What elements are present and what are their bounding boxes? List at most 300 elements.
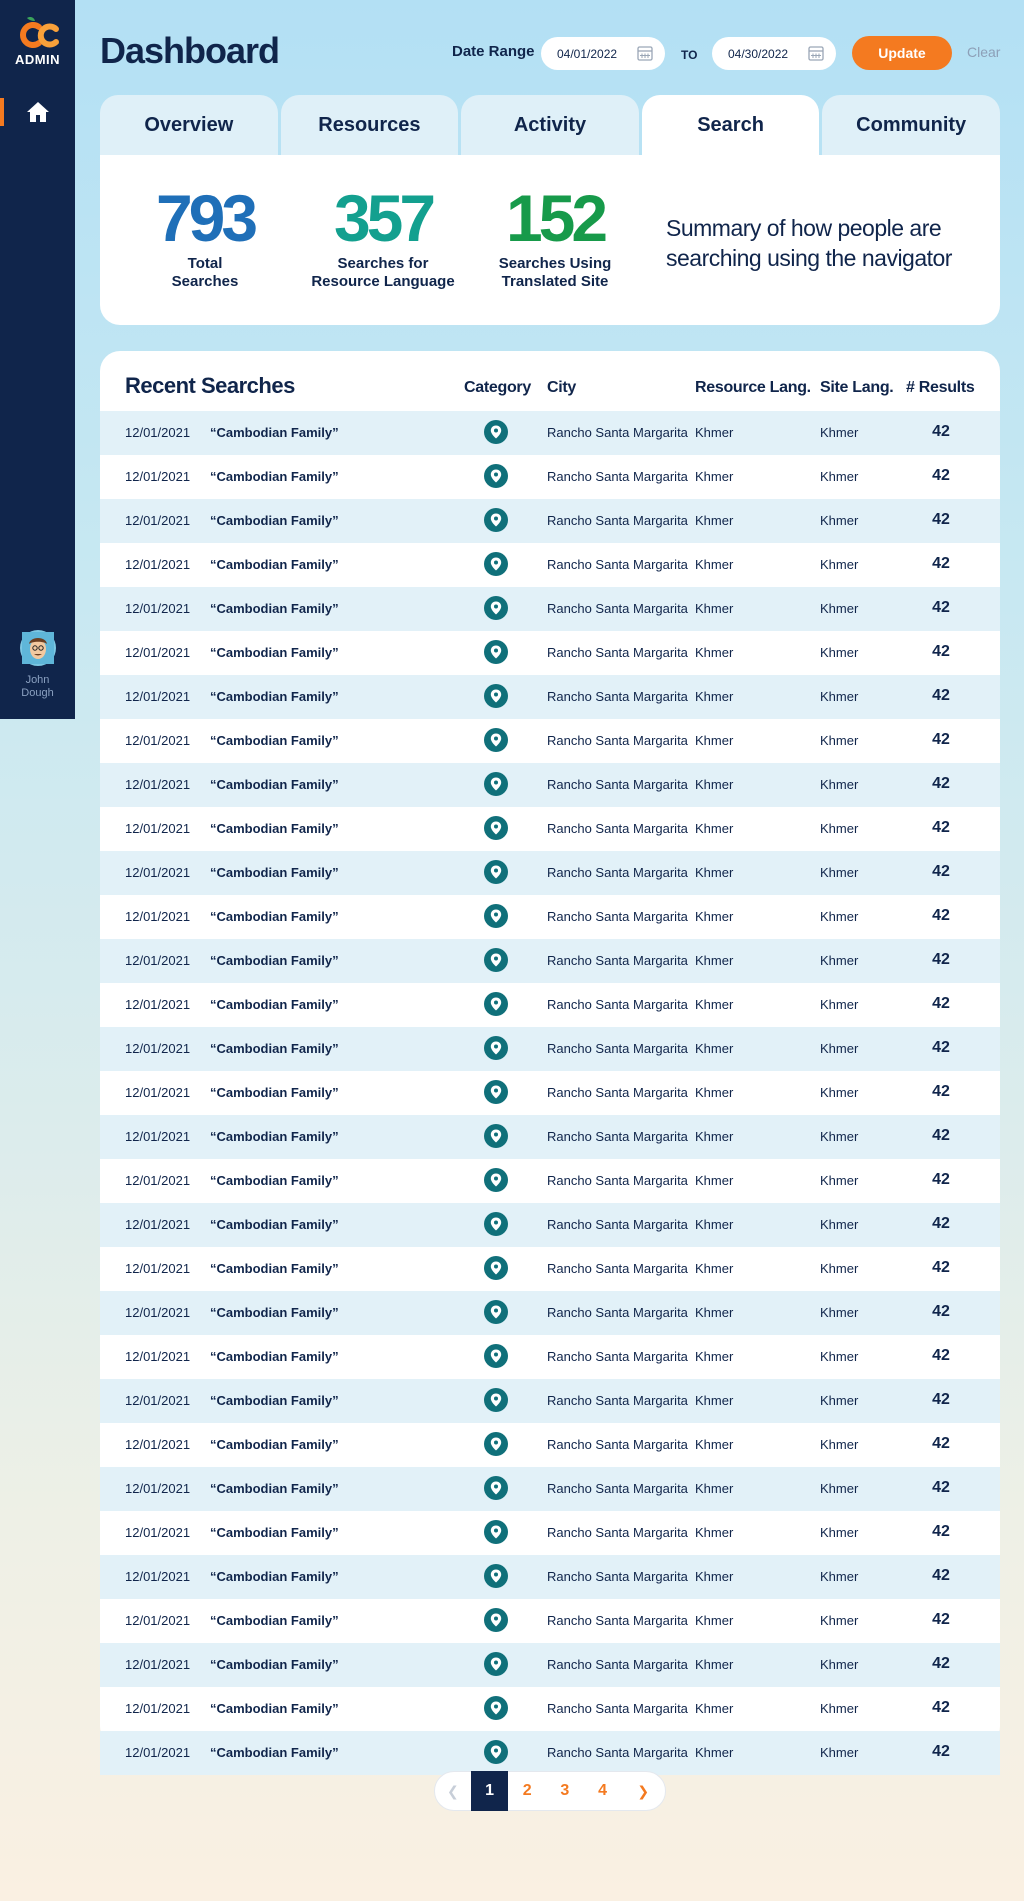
column-header-resource-lang[interactable]: Resource Lang. — [695, 379, 811, 396]
table-row[interactable] — [100, 851, 1000, 895]
row-date: 12/01/2021 — [125, 953, 191, 968]
row-search-term: “Cambodian Family” — [210, 1525, 339, 1540]
location-pin-icon — [490, 1657, 502, 1671]
table-row[interactable] — [100, 1731, 1000, 1775]
pagination — [434, 1771, 666, 1811]
row-resource-lang: Khmer — [695, 469, 734, 484]
row-results-count: 42 — [932, 511, 950, 528]
category-badge — [484, 1608, 508, 1632]
location-pin-icon — [490, 1745, 502, 1759]
row-resource-lang: Khmer — [695, 1657, 734, 1672]
stat-translated-site — [495, 181, 615, 291]
category-badge — [484, 728, 508, 752]
row-resource-lang: Khmer — [695, 1305, 734, 1320]
row-resource-lang: Khmer — [695, 1745, 734, 1760]
column-header-category[interactable]: Category — [464, 379, 531, 396]
row-resource-lang: Khmer — [695, 1437, 734, 1452]
row-city: Rancho Santa Margarita — [547, 1305, 688, 1320]
row-site-lang: Khmer — [820, 1217, 859, 1232]
table-row[interactable] — [100, 1599, 1000, 1643]
summary-card — [100, 155, 1000, 325]
location-pin-icon — [490, 1525, 502, 1539]
location-pin-icon — [490, 909, 502, 923]
row-city: Rancho Santa Margarita — [547, 1745, 688, 1760]
row-results-count: 42 — [932, 819, 950, 836]
table-row[interactable] — [100, 1687, 1000, 1731]
row-resource-lang: Khmer — [695, 1261, 734, 1276]
location-pin-icon — [490, 425, 502, 439]
category-badge — [484, 420, 508, 444]
table-title: Recent Searches — [125, 373, 295, 398]
location-pin-icon — [490, 1173, 502, 1187]
row-resource-lang: Khmer — [695, 1569, 734, 1584]
row-site-lang: Khmer — [820, 1349, 859, 1364]
row-city: Rancho Santa Margarita — [547, 733, 688, 748]
location-pin-icon — [490, 1481, 502, 1495]
calendar-icon[interactable] — [637, 45, 653, 61]
row-site-lang: Khmer — [820, 1437, 859, 1452]
row-results-count: 42 — [932, 1699, 950, 1716]
table-row[interactable] — [100, 587, 1000, 631]
row-date: 12/01/2021 — [125, 1173, 191, 1188]
category-badge — [484, 904, 508, 928]
row-search-term: “Cambodian Family” — [210, 1349, 339, 1364]
user-profile[interactable] — [0, 630, 75, 700]
column-header-site-lang[interactable]: Site Lang. — [820, 379, 894, 396]
page-title: Dashboard — [100, 30, 280, 71]
row-date: 12/01/2021 — [125, 777, 191, 792]
table-row[interactable] — [100, 1071, 1000, 1115]
row-city: Rancho Santa Margarita — [547, 865, 688, 880]
row-search-term: “Cambodian Family” — [210, 821, 339, 836]
row-search-term: “Cambodian Family” — [210, 953, 339, 968]
category-badge — [484, 948, 508, 972]
row-results-count: 42 — [932, 1611, 950, 1628]
row-city: Rancho Santa Margarita — [547, 997, 688, 1012]
row-city: Rancho Santa Margarita — [547, 777, 688, 792]
row-results-count: 42 — [932, 731, 950, 748]
row-resource-lang: Khmer — [695, 865, 734, 880]
stat-label — [495, 255, 615, 291]
row-city: Rancho Santa Margarita — [547, 953, 688, 968]
category-badge — [484, 1696, 508, 1720]
location-pin-icon — [490, 689, 502, 703]
stat-total-searches — [150, 181, 260, 291]
row-search-term: “Cambodian Family” — [210, 1393, 339, 1408]
row-site-lang: Khmer — [820, 1041, 859, 1056]
row-results-count: 42 — [932, 1215, 950, 1232]
row-city: Rancho Santa Margarita — [547, 513, 688, 528]
row-resource-lang: Khmer — [695, 1173, 734, 1188]
category-badge — [484, 1168, 508, 1192]
row-site-lang: Khmer — [820, 689, 859, 704]
table-row[interactable] — [100, 1291, 1000, 1335]
row-results-count: 42 — [932, 1743, 950, 1760]
category-badge — [484, 1256, 508, 1280]
row-results-count: 42 — [932, 951, 950, 968]
row-results-count: 42 — [932, 1435, 950, 1452]
row-city: Rancho Santa Margarita — [547, 425, 688, 440]
row-city: Rancho Santa Margarita — [547, 1481, 688, 1496]
row-search-term: “Cambodian Family” — [210, 777, 339, 792]
category-badge — [484, 1036, 508, 1060]
row-search-term: “Cambodian Family” — [210, 1481, 339, 1496]
row-city: Rancho Santa Margarita — [547, 1657, 688, 1672]
row-date: 12/01/2021 — [125, 601, 191, 616]
table-row[interactable] — [100, 543, 1000, 587]
row-site-lang: Khmer — [820, 1085, 859, 1100]
location-pin-icon — [490, 1349, 502, 1363]
row-site-lang: Khmer — [820, 733, 859, 748]
location-pin-icon — [490, 601, 502, 615]
table-row[interactable] — [100, 1643, 1000, 1687]
location-pin-icon — [490, 469, 502, 483]
tab-activity[interactable]: Activity — [461, 95, 639, 155]
row-resource-lang: Khmer — [695, 1525, 734, 1540]
to-date-value: 04/30/2022 — [728, 46, 789, 61]
row-search-term: “Cambodian Family” — [210, 733, 339, 748]
row-results-count: 42 — [932, 1567, 950, 1584]
tab-community[interactable]: Community — [822, 95, 1000, 155]
row-site-lang: Khmer — [820, 1261, 859, 1276]
row-site-lang: Khmer — [820, 997, 859, 1012]
user-first-name: John — [25, 674, 50, 686]
category-badge — [484, 640, 508, 664]
row-city: Rancho Santa Margarita — [547, 1261, 688, 1276]
orange-logo-icon — [18, 16, 58, 50]
stat-label-line: Searches — [171, 273, 239, 290]
row-city: Rancho Santa Margarita — [547, 557, 688, 572]
row-search-term: “Cambodian Family” — [210, 1437, 339, 1452]
location-pin-icon — [490, 733, 502, 747]
row-results-count: 42 — [932, 863, 950, 880]
row-date: 12/01/2021 — [125, 1657, 191, 1672]
row-city: Rancho Santa Margarita — [547, 689, 688, 704]
table-row[interactable] — [100, 1027, 1000, 1071]
previous-page-button[interactable] — [435, 1771, 471, 1811]
row-date: 12/01/2021 — [125, 1745, 191, 1760]
table-row[interactable] — [100, 939, 1000, 983]
stat-label-line: Total — [187, 255, 223, 272]
row-search-term: “Cambodian Family” — [210, 425, 339, 440]
update-button[interactable]: Update — [852, 36, 952, 70]
category-badge — [484, 684, 508, 708]
stat-label — [308, 255, 458, 291]
to-date-input[interactable] — [712, 37, 836, 70]
row-resource-lang: Khmer — [695, 997, 734, 1012]
row-city: Rancho Santa Margarita — [547, 1349, 688, 1364]
row-date: 12/01/2021 — [125, 909, 191, 924]
category-badge — [484, 1212, 508, 1236]
row-results-count: 42 — [932, 1259, 950, 1276]
table-row[interactable] — [100, 719, 1000, 763]
tab-bar — [100, 95, 1000, 155]
location-pin-icon — [490, 645, 502, 659]
row-search-term: “Cambodian Family” — [210, 1305, 339, 1320]
row-site-lang: Khmer — [820, 425, 859, 440]
stat-label-line: Translated Site — [501, 273, 609, 290]
stat-value: 152 — [505, 181, 605, 255]
row-results-count: 42 — [932, 643, 950, 660]
category-badge — [484, 1740, 508, 1764]
row-site-lang: Khmer — [820, 469, 859, 484]
page-4-button[interactable]: 4 — [598, 1782, 607, 1799]
location-pin-icon — [490, 1041, 502, 1055]
row-city: Rancho Santa Margarita — [547, 1569, 688, 1584]
app-logo[interactable] — [0, 16, 75, 67]
row-resource-lang: Khmer — [695, 689, 734, 704]
row-resource-lang: Khmer — [695, 1041, 734, 1056]
row-resource-lang: Khmer — [695, 425, 734, 440]
row-city: Rancho Santa Margarita — [547, 1613, 688, 1628]
row-site-lang: Khmer — [820, 601, 859, 616]
row-site-lang: Khmer — [820, 1305, 859, 1320]
location-pin-icon — [490, 1085, 502, 1099]
row-resource-lang: Khmer — [695, 821, 734, 836]
row-resource-lang: Khmer — [695, 557, 734, 572]
location-pin-icon — [490, 1569, 502, 1583]
location-pin-icon — [490, 1613, 502, 1627]
row-search-term: “Cambodian Family” — [210, 513, 339, 528]
row-resource-lang: Khmer — [695, 953, 734, 968]
row-date: 12/01/2021 — [125, 1481, 191, 1496]
row-search-term: “Cambodian Family” — [210, 601, 339, 616]
row-date: 12/01/2021 — [125, 645, 191, 660]
table-row[interactable] — [100, 1247, 1000, 1291]
row-date: 12/01/2021 — [125, 1569, 191, 1584]
category-badge — [484, 1388, 508, 1412]
row-date: 12/01/2021 — [125, 1393, 191, 1408]
row-search-term: “Cambodian Family” — [210, 1217, 339, 1232]
row-resource-lang: Khmer — [695, 513, 734, 528]
row-search-term: “Cambodian Family” — [210, 645, 339, 660]
row-search-term: “Cambodian Family” — [210, 1261, 339, 1276]
row-resource-lang: Khmer — [695, 645, 734, 660]
table-row[interactable] — [100, 1423, 1000, 1467]
table-row[interactable] — [100, 1511, 1000, 1555]
table-row[interactable] — [100, 763, 1000, 807]
location-pin-icon — [490, 1217, 502, 1231]
table-row[interactable] — [100, 1115, 1000, 1159]
user-name — [0, 674, 75, 700]
row-site-lang: Khmer — [820, 1613, 859, 1628]
row-city: Rancho Santa Margarita — [547, 1525, 688, 1540]
row-city: Rancho Santa Margarita — [547, 601, 688, 616]
row-results-count: 42 — [932, 599, 950, 616]
row-date: 12/01/2021 — [125, 733, 191, 748]
row-results-count: 42 — [932, 467, 950, 484]
row-date: 12/01/2021 — [125, 1217, 191, 1232]
table-row[interactable] — [100, 455, 1000, 499]
row-site-lang: Khmer — [820, 1657, 859, 1672]
location-pin-icon — [490, 1129, 502, 1143]
row-search-term: “Cambodian Family” — [210, 1041, 339, 1056]
recent-searches-table — [100, 351, 1000, 1760]
row-search-term: “Cambodian Family” — [210, 909, 339, 924]
row-resource-lang: Khmer — [695, 1701, 734, 1716]
tab-overview[interactable]: Overview — [100, 95, 278, 155]
clear-button[interactable]: Clear — [967, 44, 1001, 60]
tab-resources[interactable]: Resources — [281, 95, 459, 155]
table-row[interactable] — [100, 807, 1000, 851]
date-range-label: Date Range — [452, 43, 535, 60]
row-date: 12/01/2021 — [125, 689, 191, 704]
row-site-lang: Khmer — [820, 645, 859, 660]
row-site-lang: Khmer — [820, 1569, 859, 1584]
row-search-term: “Cambodian Family” — [210, 1701, 339, 1716]
row-resource-lang: Khmer — [695, 909, 734, 924]
location-pin-icon — [490, 1261, 502, 1275]
user-last-name: Dough — [21, 687, 54, 699]
row-site-lang: Khmer — [820, 865, 859, 880]
table-row[interactable] — [100, 1555, 1000, 1599]
user-avatar-icon — [22, 632, 54, 664]
page-3-button[interactable]: 3 — [560, 1782, 570, 1799]
table-row[interactable] — [100, 1379, 1000, 1423]
location-pin-icon — [490, 953, 502, 967]
row-city: Rancho Santa Margarita — [547, 1173, 688, 1188]
category-badge — [484, 1564, 508, 1588]
table-body — [100, 411, 1000, 1775]
row-date: 12/01/2021 — [125, 1525, 191, 1540]
stat-label-line: Searches Using — [498, 255, 612, 272]
table-row[interactable] — [100, 675, 1000, 719]
table-row[interactable] — [100, 631, 1000, 675]
row-resource-lang: Khmer — [695, 1393, 734, 1408]
row-search-term: “Cambodian Family” — [210, 1613, 339, 1628]
row-search-term: “Cambodian Family” — [210, 1569, 339, 1584]
table-row[interactable] — [100, 1467, 1000, 1511]
row-date: 12/01/2021 — [125, 1129, 191, 1144]
row-date: 12/01/2021 — [125, 865, 191, 880]
column-header-city[interactable]: City — [547, 379, 577, 396]
calendar-icon[interactable] — [808, 45, 824, 61]
row-results-count: 42 — [932, 1127, 950, 1144]
category-badge — [484, 1476, 508, 1500]
stat-label — [150, 255, 260, 291]
location-pin-icon — [490, 1305, 502, 1319]
logo-text: ADMIN — [14, 52, 61, 67]
sidebar — [0, 0, 75, 719]
table-row[interactable] — [100, 1335, 1000, 1379]
row-site-lang: Khmer — [820, 1525, 859, 1540]
chevron-left-icon: ❮ — [446, 1782, 459, 1799]
category-badge — [484, 772, 508, 796]
category-badge — [484, 596, 508, 620]
location-pin-icon — [490, 1437, 502, 1451]
row-resource-lang: Khmer — [695, 1129, 734, 1144]
row-results-count: 42 — [932, 1391, 950, 1408]
category-badge — [484, 860, 508, 884]
row-date: 12/01/2021 — [125, 469, 191, 484]
row-site-lang: Khmer — [820, 1393, 859, 1408]
stat-value: 357 — [333, 181, 433, 255]
location-pin-icon — [490, 777, 502, 791]
location-pin-icon — [490, 821, 502, 835]
table-row[interactable] — [100, 499, 1000, 543]
row-date: 12/01/2021 — [125, 1041, 191, 1056]
from-date-input[interactable] — [541, 37, 665, 70]
table-row[interactable] — [100, 1203, 1000, 1247]
summary-description: Summary of how people are searching using the navigator — [666, 215, 952, 271]
table-row[interactable] — [100, 1159, 1000, 1203]
row-date: 12/01/2021 — [125, 513, 191, 528]
row-resource-lang: Khmer — [695, 1613, 734, 1628]
column-header-results[interactable]: # Results — [906, 379, 975, 396]
category-badge — [484, 992, 508, 1016]
category-badge — [484, 508, 508, 532]
from-date-value: 04/01/2022 — [557, 46, 618, 61]
row-city: Rancho Santa Margarita — [547, 1085, 688, 1100]
row-resource-lang: Khmer — [695, 1349, 734, 1364]
category-badge — [484, 1344, 508, 1368]
row-site-lang: Khmer — [820, 777, 859, 792]
row-search-term: “Cambodian Family” — [210, 1129, 339, 1144]
row-date: 12/01/2021 — [125, 821, 191, 836]
row-search-term: “Cambodian Family” — [210, 557, 339, 572]
category-badge — [484, 1432, 508, 1456]
row-date: 12/01/2021 — [125, 557, 191, 572]
row-site-lang: Khmer — [820, 1129, 859, 1144]
table-row[interactable] — [100, 411, 1000, 455]
category-badge — [484, 1080, 508, 1104]
location-pin-icon — [490, 865, 502, 879]
next-page-button[interactable] — [621, 1771, 665, 1811]
row-results-count: 42 — [932, 995, 950, 1012]
row-results-count: 42 — [932, 1171, 950, 1188]
row-search-term: “Cambodian Family” — [210, 469, 339, 484]
row-city: Rancho Santa Margarita — [547, 469, 688, 484]
stat-resource-language — [308, 181, 458, 291]
row-site-lang: Khmer — [820, 953, 859, 968]
location-pin-icon — [490, 997, 502, 1011]
row-resource-lang: Khmer — [695, 1217, 734, 1232]
location-pin-icon — [490, 557, 502, 571]
row-search-term: “Cambodian Family” — [210, 865, 339, 880]
row-city: Rancho Santa Margarita — [547, 1129, 688, 1144]
tab-search[interactable]: Search — [642, 95, 820, 155]
location-pin-icon — [490, 513, 502, 527]
page-2-button[interactable]: 2 — [522, 1782, 532, 1799]
table-row[interactable] — [100, 895, 1000, 939]
stat-label-line: Searches for — [337, 255, 429, 272]
active-indicator — [0, 98, 4, 126]
row-resource-lang: Khmer — [695, 601, 734, 616]
row-search-term: “Cambodian Family” — [210, 1745, 339, 1760]
row-results-count: 42 — [932, 687, 950, 704]
category-badge — [484, 816, 508, 840]
avatar[interactable] — [20, 630, 56, 666]
row-results-count: 42 — [932, 1655, 950, 1672]
row-resource-lang: Khmer — [695, 1085, 734, 1100]
row-city: Rancho Santa Margarita — [547, 1217, 688, 1232]
row-date: 12/01/2021 — [125, 1701, 191, 1716]
row-results-count: 42 — [932, 907, 950, 924]
row-date: 12/01/2021 — [125, 1305, 191, 1320]
category-badge — [484, 1300, 508, 1324]
row-results-count: 42 — [932, 555, 950, 572]
row-site-lang: Khmer — [820, 1173, 859, 1188]
row-city: Rancho Santa Margarita — [547, 821, 688, 836]
sidebar-item-home[interactable] — [0, 96, 75, 128]
row-date: 12/01/2021 — [125, 1261, 191, 1276]
page-1-button[interactable]: 1 — [471, 1771, 509, 1811]
category-badge — [484, 464, 508, 488]
table-row[interactable] — [100, 983, 1000, 1027]
row-site-lang: Khmer — [820, 1481, 859, 1496]
row-site-lang: Khmer — [820, 557, 859, 572]
row-site-lang: Khmer — [820, 1745, 859, 1760]
